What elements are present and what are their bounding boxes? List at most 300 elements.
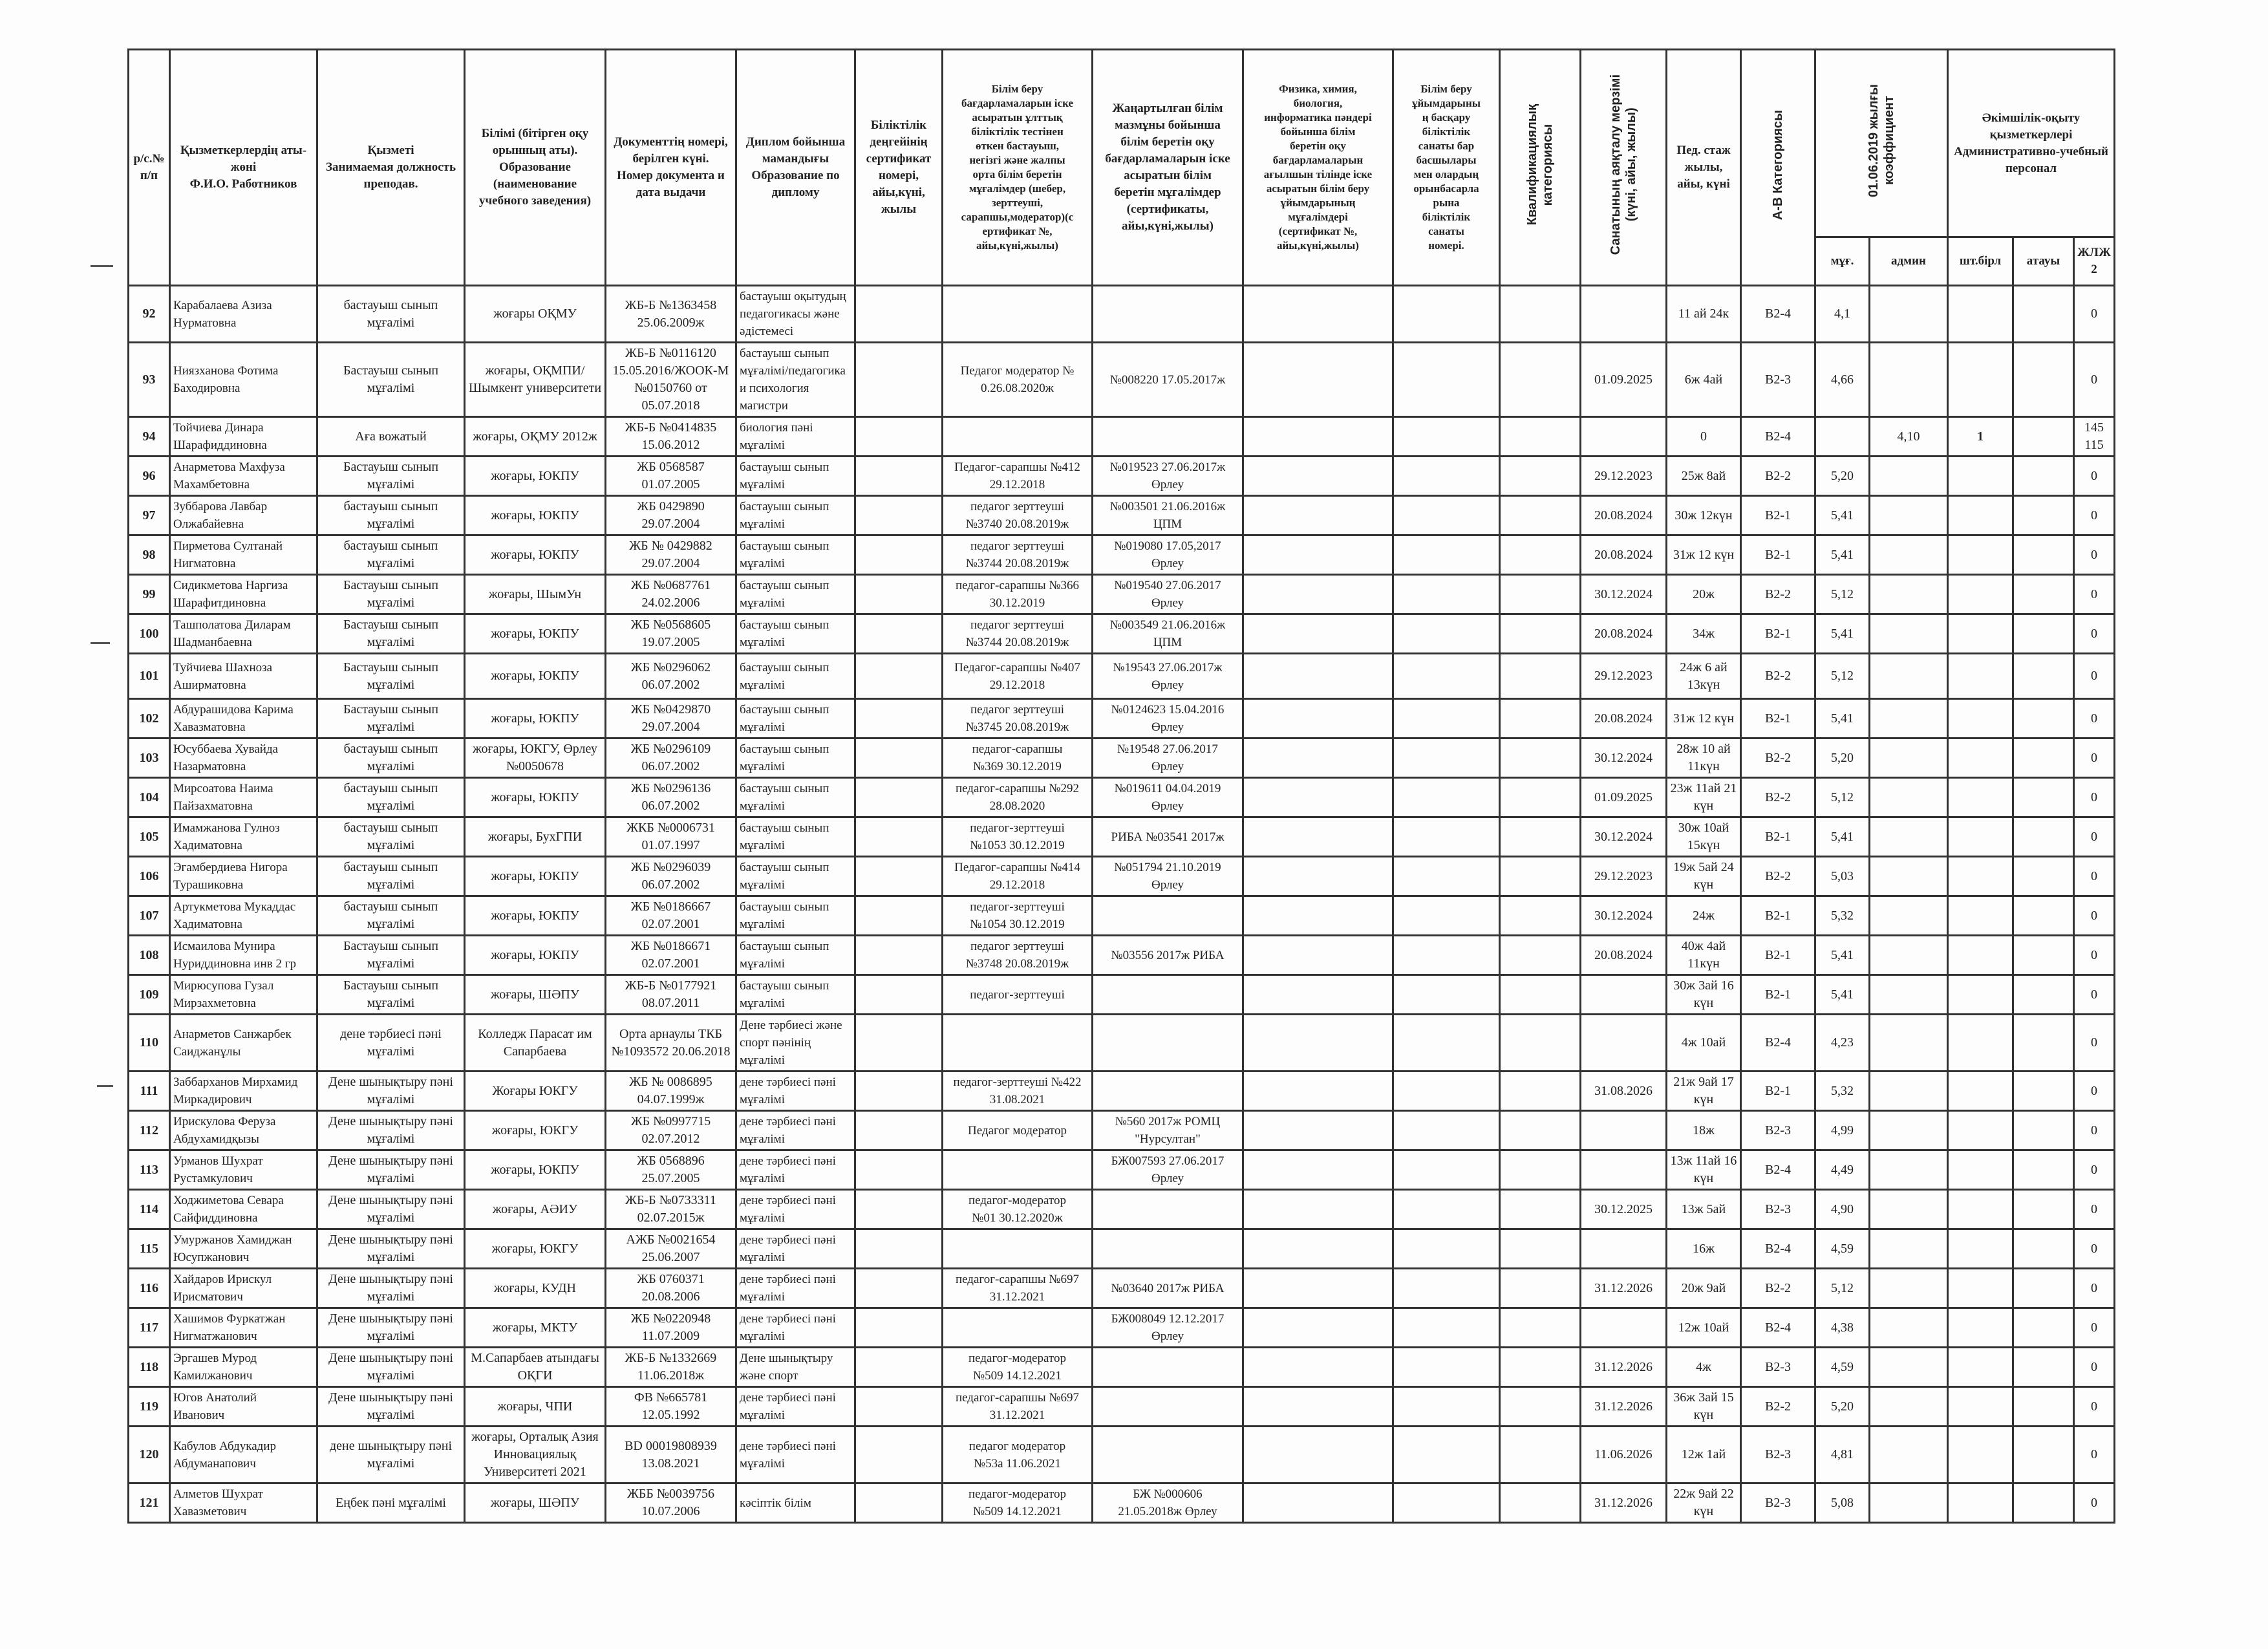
cell-position: Дене шынықтыру пәні мұғалімі (317, 1150, 465, 1190)
cell-ped-experience: 36ж 3ай 15 күн (1667, 1387, 1741, 1427)
cell-title (2013, 1427, 2074, 1483)
cell-qualification-category (1500, 417, 1581, 457)
cell-national-test-cert: педагог зерттеуші №3744 20.08.2019ж (943, 535, 1093, 575)
cell-education: М.Сапарбаев атындағы ОҚГИ (465, 1348, 606, 1387)
cell-employee-name: Эгамбердиева Нигора Турашиковна (170, 857, 317, 896)
cell-title (2013, 1015, 2074, 1072)
cell-title (2013, 614, 2074, 654)
margin-pen-mark (91, 265, 113, 267)
cell-staff-unit (1948, 343, 2013, 417)
table-row (129, 975, 2115, 1015)
cell-jlzh-value: 0 (2074, 896, 2115, 936)
cell-document-number: ЖБ 0429890 29.07.2004 (606, 496, 736, 535)
cell-updated-content-cert (1093, 1387, 1243, 1427)
cell-employee-name: Мирсоатова Наима Пайзахматовна (170, 778, 317, 817)
col-header-category-expiry (1581, 50, 1667, 286)
cell-ped-experience: 4ж 10ай (1667, 1015, 1741, 1072)
cell-document-number: ЖБ №0186671 02.07.2001 (606, 936, 736, 975)
cell-coef-teacher: 5,20 (1815, 457, 1870, 496)
cell-qualification-category (1500, 614, 1581, 654)
cell-coef-teacher: 5,41 (1815, 975, 1870, 1015)
cell-staff-unit (1948, 857, 2013, 896)
cell-jlzh-value: 0 (2074, 1111, 2115, 1150)
cell-ped-experience: 30ж 12күн (1667, 496, 1741, 535)
cell-jlzh-value: 0 (2074, 975, 2115, 1015)
cell-title (2013, 738, 2074, 778)
cell-cert-level (855, 1348, 943, 1387)
cell-title (2013, 1387, 2074, 1427)
cell-category-expiry: 20.08.2024 (1581, 535, 1667, 575)
table-body (129, 286, 2115, 1523)
cell-diploma-specialty: бастауыш сынып мұғалімі (736, 778, 855, 817)
cell-qualification-category (1500, 778, 1581, 817)
cell-education: жоғары, ЮКПУ (465, 778, 606, 817)
cell-updated-content-cert: №019540 27.06.2017 Өрлеу (1093, 575, 1243, 614)
cell-updated-content-cert: №003501 21.06.2016ж ЦПМ (1093, 496, 1243, 535)
cell-national-test-cert: педагог-зерттеуші №1053 30.12.2019 (943, 817, 1093, 857)
cell-position: Еңбек пәні мұғалімі (317, 1483, 465, 1523)
cell-national-test-cert: педагог-модератор №509 14.12.2021 (943, 1348, 1093, 1387)
cell-english-subjects-cert (1243, 1387, 1393, 1427)
cell-qualification-category (1500, 1348, 1581, 1387)
cell-diploma-specialty: дене тәрбиесі пәні мұғалімі (736, 1190, 855, 1229)
col-header-education: Білімі (бітірген оқу орынның аты). Образование (наименование учебного заведения) (465, 50, 606, 286)
cell-employee-name: Ирискулова Феруза Абдухамидқызы (170, 1111, 317, 1150)
cell-updated-content-cert (1093, 1427, 1243, 1483)
cell-document-number: ЖБ-Б №0733311 02.07.2015ж (606, 1190, 736, 1229)
cell-english-subjects-cert (1243, 614, 1393, 654)
cell-title (2013, 1483, 2074, 1523)
cell-updated-content-cert (1093, 1348, 1243, 1387)
cell-jlzh-value: 0 (2074, 738, 2115, 778)
cell-coef-teacher: 5,41 (1815, 614, 1870, 654)
cell-title (2013, 817, 2074, 857)
cell-qualification-category (1500, 343, 1581, 417)
cell-ped-experience: 21ж 9ай 17 күн (1667, 1072, 1741, 1111)
cell-document-number: ЖКБ №0006731 01.07.1997 (606, 817, 736, 857)
cell-position: Бастауыш сынып мұғалімі (317, 575, 465, 614)
cell-jlzh-value: 0 (2074, 1072, 2115, 1111)
cell-ab-category: B2-2 (1741, 1269, 1815, 1308)
cell-coef-admin (1870, 1483, 1948, 1523)
cell-diploma-specialty: дене тәрбиесі пәні мұғалімі (736, 1229, 855, 1269)
cell-jlzh-value: 0 (2074, 286, 2115, 343)
cell-coef-admin (1870, 1015, 1948, 1072)
cell-title (2013, 1072, 2074, 1111)
cell-category-expiry: 31.12.2026 (1581, 1269, 1667, 1308)
table-row (129, 778, 2115, 817)
cell-staff-unit (1948, 817, 2013, 857)
cell-english-subjects-cert (1243, 417, 1393, 457)
cell-diploma-specialty: дене тәрбиесі пәні мұғалімі (736, 1427, 855, 1483)
cell-employee-name: Исмаилова Мунира Нуриддиновна инв 2 гр (170, 936, 317, 975)
cell-document-number: ЖБ №0296062 06.07.2002 (606, 654, 736, 699)
cell-cert-level (855, 1269, 943, 1308)
cell-jlzh-value: 0 (2074, 1483, 2115, 1523)
cell-category-expiry (1581, 1150, 1667, 1190)
cell-diploma-specialty: дене тәрбиесі пәні мұғалімі (736, 1387, 855, 1427)
cell-jlzh-value: 0 (2074, 343, 2115, 417)
cell-qualification-category (1500, 1483, 1581, 1523)
cell-employee-name: Ниязханова Фотима Баходировна (170, 343, 317, 417)
cell-cert-level (855, 817, 943, 857)
cell-ped-experience: 16ж (1667, 1229, 1741, 1269)
cell-english-subjects-cert (1243, 343, 1393, 417)
cell-english-subjects-cert (1243, 457, 1393, 496)
cell-updated-content-cert: БЖ008049 12.12.2017 Өрлеу (1093, 1308, 1243, 1348)
cell-cert-level (855, 778, 943, 817)
cell-employee-name: Артукметова Мукаддас Хадиматовна (170, 896, 317, 936)
cell-title (2013, 286, 2074, 343)
cell-education: жоғары, ЮКГУ, Өрлеу №0050678 (465, 738, 606, 778)
cell-cert-level (855, 496, 943, 535)
cell-education: жоғары, ОҚМПИ/ Шымкент университети (465, 343, 606, 417)
cell-staff-unit (1948, 1269, 2013, 1308)
cell-ab-category: B2-2 (1741, 457, 1815, 496)
cell-cert-level (855, 857, 943, 896)
cell-cert-level (855, 936, 943, 975)
cell-ab-category: B2-2 (1741, 738, 1815, 778)
cell-qualification-category (1500, 1015, 1581, 1072)
cell-qualification-category (1500, 936, 1581, 975)
cell-cert-level (855, 1072, 943, 1111)
cell-updated-content-cert (1093, 286, 1243, 343)
cell-title (2013, 575, 2074, 614)
cell-coef-admin (1870, 738, 1948, 778)
cell-ped-experience: 25ж 8ай (1667, 457, 1741, 496)
cell-diploma-specialty: бастауыш сынып мұғалімі (736, 896, 855, 936)
cell-jlzh-value: 0 (2074, 1229, 2115, 1269)
cell-diploma-specialty: бастауыш сынып мұғалімі (736, 496, 855, 535)
cell-diploma-specialty: Дене тәрбиесі және спорт пәнінің мұғалімі (736, 1015, 855, 1072)
cell-managers-cert (1393, 1387, 1500, 1427)
cell-qualification-category (1500, 1229, 1581, 1269)
cell-coef-teacher: 5,32 (1815, 896, 1870, 936)
cell-row-number: 111 (129, 1072, 170, 1111)
cell-english-subjects-cert (1243, 1348, 1393, 1387)
cell-education: жоғары, ЮКПУ (465, 457, 606, 496)
cell-national-test-cert: Педагог-сарапшы №414 29.12.2018 (943, 857, 1093, 896)
table-row (129, 417, 2115, 457)
cell-national-test-cert: педагог зерттеуші №3745 20.08.2019ж (943, 699, 1093, 738)
cell-title (2013, 457, 2074, 496)
cell-staff-unit (1948, 975, 2013, 1015)
cell-category-expiry: 30.12.2024 (1581, 817, 1667, 857)
cell-coef-admin (1870, 699, 1948, 738)
cell-coef-teacher: 5,41 (1815, 496, 1870, 535)
cell-coef-teacher: 5,12 (1815, 654, 1870, 699)
cell-national-test-cert (943, 1150, 1093, 1190)
cell-education: жоғары, ЮКПУ (465, 699, 606, 738)
cell-national-test-cert (943, 1015, 1093, 1072)
cell-staff-unit (1948, 1348, 2013, 1387)
cell-qualification-category (1500, 1111, 1581, 1150)
cell-ab-category: B2-2 (1741, 575, 1815, 614)
cell-category-expiry (1581, 1015, 1667, 1072)
cell-position: бастауыш сынып мұғалімі (317, 778, 465, 817)
cell-english-subjects-cert (1243, 535, 1393, 575)
cell-coef-admin (1870, 1308, 1948, 1348)
cell-education: жоғары, ЮКГУ (465, 1229, 606, 1269)
cell-diploma-specialty: бастауыш сынып мұғалімі (736, 457, 855, 496)
cell-jlzh-value: 0 (2074, 1015, 2115, 1072)
cell-education: жоғары, ЮКПУ (465, 1150, 606, 1190)
cell-updated-content-cert: №03640 2017ж РИБА (1093, 1269, 1243, 1308)
cell-coef-admin (1870, 1269, 1948, 1308)
col-header-updated-content: Жаңартылған білім мазмұны бойынша білім беретін оқу бағдарламаларын іске асыратын білім беретін мұғалімдер (сертификаты, айы,күні,жылы) (1093, 50, 1243, 286)
cell-updated-content-cert: №003549 21.06.2016ж ЦПМ (1093, 614, 1243, 654)
cell-row-number: 112 (129, 1111, 170, 1150)
cell-education: жоғары, ЮКПУ (465, 535, 606, 575)
cell-ab-category: B2-4 (1741, 1150, 1815, 1190)
cell-category-expiry (1581, 1308, 1667, 1348)
cell-jlzh-value: 145 115 (2074, 417, 2115, 457)
cell-education: жоғары, МКТУ (465, 1308, 606, 1348)
cell-ab-category: B2-1 (1741, 817, 1815, 857)
table-row (129, 936, 2115, 975)
cell-title (2013, 535, 2074, 575)
table-row (129, 817, 2115, 857)
cell-ab-category: B2-2 (1741, 857, 1815, 896)
staff-register-table (127, 48, 2115, 1524)
cell-education: жоғары, ЮКПУ (465, 857, 606, 896)
table-row (129, 1072, 2115, 1111)
cell-category-expiry: 11.06.2026 (1581, 1427, 1667, 1483)
cell-managers-cert (1393, 1229, 1500, 1269)
cell-english-subjects-cert (1243, 738, 1393, 778)
cell-coef-teacher: 5,41 (1815, 699, 1870, 738)
cell-jlzh-value: 0 (2074, 1348, 2115, 1387)
cell-cert-level (855, 417, 943, 457)
cell-title (2013, 417, 2074, 457)
cell-qualification-category (1500, 975, 1581, 1015)
cell-position: Дене шынықтыру пәні мұғалімі (317, 1348, 465, 1387)
cell-coef-teacher: 5,20 (1815, 738, 1870, 778)
cell-qualification-category (1500, 654, 1581, 699)
cell-coef-admin (1870, 457, 1948, 496)
cell-updated-content-cert: №008220 17.05.2017ж (1093, 343, 1243, 417)
cell-row-number: 105 (129, 817, 170, 857)
cell-jlzh-value: 0 (2074, 614, 2115, 654)
cell-ped-experience: 20ж (1667, 575, 1741, 614)
cell-education: жоғары, ШымУн (465, 575, 606, 614)
col-header-staff-unit: шт.бірл (1948, 237, 2013, 286)
table-row (129, 1483, 2115, 1523)
cell-row-number: 97 (129, 496, 170, 535)
cell-diploma-specialty: бастауыш сынып мұғалімі (736, 699, 855, 738)
cell-qualification-category (1500, 1190, 1581, 1229)
cell-category-expiry (1581, 417, 1667, 457)
cell-coef-teacher: 4,38 (1815, 1308, 1870, 1348)
cell-education: жоғары, БухГПИ (465, 817, 606, 857)
cell-coef-teacher: 5,12 (1815, 1269, 1870, 1308)
cell-coef-teacher (1815, 417, 1870, 457)
cell-category-expiry: 29.12.2023 (1581, 457, 1667, 496)
cell-coef-admin (1870, 1348, 1948, 1387)
cell-english-subjects-cert (1243, 575, 1393, 614)
cell-coef-admin (1870, 535, 1948, 575)
cell-document-number: ЖБ-Б №0414835 15.06.2012 (606, 417, 736, 457)
cell-position: Дене шынықтыру пәні мұғалімі (317, 1387, 465, 1427)
cell-ab-category: B2-2 (1741, 1387, 1815, 1427)
cell-row-number: 96 (129, 457, 170, 496)
cell-ped-experience: 22ж 9ай 22 күн (1667, 1483, 1741, 1523)
cell-employee-name: Сидикметова Наргиза Шарафитдиновна (170, 575, 317, 614)
col-header-national-test: Білім беру бағдарламаларын іске асыратын ұлттық біліктілік тестінен өткен бастауыш, негізгі және жалпы орта білім беретін мұғалімдер (шебер, зерттеуші, сарапшы,модератор)(с ертификат №, айы,күні,жылы) (943, 50, 1093, 286)
table-row (129, 738, 2115, 778)
col-header-cert-level: Біліктілік деңгейінің сертификат номері, айы,күні, жылы (855, 50, 943, 286)
cell-national-test-cert: Педагог модератор № 0.26.08.2020ж (943, 343, 1093, 417)
cell-education: жоғары, ЧПИ (465, 1387, 606, 1427)
cell-position: бастауыш сынып мұғалімі (317, 496, 465, 535)
table-row (129, 896, 2115, 936)
cell-ped-experience: 12ж 1ай (1667, 1427, 1741, 1483)
cell-title (2013, 1111, 2074, 1150)
cell-coef-admin (1870, 1229, 1948, 1269)
cell-staff-unit (1948, 535, 2013, 575)
cell-national-test-cert: педагог-зерттеуші (943, 975, 1093, 1015)
cell-coef-admin (1870, 1190, 1948, 1229)
cell-english-subjects-cert (1243, 1015, 1393, 1072)
cell-employee-name: Туйчиева Шахноза Аширматовна (170, 654, 317, 699)
cell-english-subjects-cert (1243, 1427, 1393, 1483)
cell-managers-cert (1393, 817, 1500, 857)
cell-staff-unit (1948, 1150, 2013, 1190)
cell-row-number: 114 (129, 1190, 170, 1229)
cell-cert-level (855, 1015, 943, 1072)
cell-coef-admin (1870, 614, 1948, 654)
cell-qualification-category (1500, 896, 1581, 936)
cell-category-expiry: 29.12.2023 (1581, 857, 1667, 896)
cell-national-test-cert: педагог-сарапшы №369 30.12.2019 (943, 738, 1093, 778)
cell-ab-category: B2-1 (1741, 496, 1815, 535)
cell-diploma-specialty: бастауыш сынып мұғалімі (736, 975, 855, 1015)
cell-cert-level (855, 699, 943, 738)
cell-updated-content-cert (1093, 896, 1243, 936)
cell-employee-name: Хайдаров Ирискул Ирисматович (170, 1269, 317, 1308)
cell-managers-cert (1393, 778, 1500, 817)
cell-updated-content-cert: №019523 27.06.2017ж Өрлеу (1093, 457, 1243, 496)
cell-education: жоғары, ЮКПУ (465, 496, 606, 535)
category-expiry-label: Санатының аяқталу мерзімі (күні, айы, жылы) (1609, 74, 1638, 255)
cell-coef-teacher: 5,41 (1815, 936, 1870, 975)
cell-category-expiry (1581, 1111, 1667, 1150)
cell-diploma-specialty: бастауыш сынып мұғалімі/педагогика и психология магистри (736, 343, 855, 417)
cell-diploma-specialty: бастауыш сынып мұғалімі (736, 654, 855, 699)
cell-english-subjects-cert (1243, 699, 1393, 738)
cell-managers-cert (1393, 417, 1500, 457)
cell-diploma-specialty: дене тәрбиесі пәні мұғалімі (736, 1150, 855, 1190)
cell-coef-admin (1870, 896, 1948, 936)
cell-ab-category: B2-1 (1741, 936, 1815, 975)
cell-coef-admin (1870, 575, 1948, 614)
cell-document-number: ЖБ 0568587 01.07.2005 (606, 457, 736, 496)
cell-english-subjects-cert (1243, 817, 1393, 857)
cell-row-number: 106 (129, 857, 170, 896)
cell-row-number: 107 (129, 896, 170, 936)
cell-education: жоғары, Орталық Азия Инновациялық Университеті 2021 (465, 1427, 606, 1483)
margin-pen-mark (97, 1085, 113, 1087)
table-row (129, 1348, 2115, 1387)
cell-education: жоғары, ЮКПУ (465, 654, 606, 699)
cell-position: Аға вожатый (317, 417, 465, 457)
cell-position: Бастауыш сынып мұғалімі (317, 343, 465, 417)
cell-national-test-cert (943, 1308, 1093, 1348)
cell-ab-category: B2-1 (1741, 535, 1815, 575)
cell-document-number: ЖБ №0296039 06.07.2002 (606, 857, 736, 896)
table-row (129, 1015, 2115, 1072)
cell-ab-category: B2-2 (1741, 654, 1815, 699)
cell-ped-experience: 13ж 5ай (1667, 1190, 1741, 1229)
cell-managers-cert (1393, 457, 1500, 496)
col-header-ped-experience: Пед. стаж жылы, айы, күні (1667, 50, 1741, 286)
cell-staff-unit (1948, 1072, 2013, 1111)
cell-row-number: 121 (129, 1483, 170, 1523)
cell-position: Дене шынықтыру пәні мұғалімі (317, 1308, 465, 1348)
cell-position: Бастауыш сынып мұғалімі (317, 614, 465, 654)
cell-ab-category: B2-4 (1741, 1308, 1815, 1348)
table-row (129, 535, 2115, 575)
cell-document-number: ЖБ-Б №0116120 15.05.2016/ЖООК-М №0150760 от 05.07.2018 (606, 343, 736, 417)
cell-staff-unit (1948, 1308, 2013, 1348)
cell-staff-unit (1948, 936, 2013, 975)
cell-updated-content-cert: №03556 2017ж РИБА (1093, 936, 1243, 975)
col-header-managers: Білім беру ұйымдарыны ң басқару біліктілік санаты бар басшылары мен олардың орынбасарла рына біліктілік санаты номері. (1393, 50, 1500, 286)
cell-updated-content-cert: №560 2017ж РОМЦ "Нурсултан" (1093, 1111, 1243, 1150)
cell-education: жоғары, ЮКПУ (465, 614, 606, 654)
cell-managers-cert (1393, 343, 1500, 417)
cell-coef-admin (1870, 286, 1948, 343)
cell-updated-content-cert (1093, 975, 1243, 1015)
cell-ped-experience: 11 ай 24к (1667, 286, 1741, 343)
cell-ab-category: B2-4 (1741, 286, 1815, 343)
table-row (129, 286, 2115, 343)
cell-national-test-cert: педагог-модератор №01 30.12.2020ж (943, 1190, 1093, 1229)
cell-document-number: ЖБ №0186667 02.07.2001 (606, 896, 736, 936)
cell-managers-cert (1393, 1269, 1500, 1308)
cell-employee-name: Юсуббаева Хувайда Назарматовна (170, 738, 317, 778)
cell-category-expiry: 31.08.2026 (1581, 1072, 1667, 1111)
cell-staff-unit (1948, 286, 2013, 343)
cell-position: Дене шынықтыру пәні мұғалімі (317, 1229, 465, 1269)
cell-qualification-category (1500, 1269, 1581, 1308)
cell-qualification-category (1500, 457, 1581, 496)
cell-category-expiry: 01.09.2025 (1581, 343, 1667, 417)
cell-cert-level (855, 343, 943, 417)
cell-row-number: 113 (129, 1150, 170, 1190)
cell-cert-level (855, 1483, 943, 1523)
cell-category-expiry (1581, 975, 1667, 1015)
cell-diploma-specialty: бастауыш сынып мұғалімі (736, 817, 855, 857)
cell-position: дене шынықтыру пәні мұғалімі (317, 1427, 465, 1483)
cell-managers-cert (1393, 738, 1500, 778)
cell-title (2013, 1150, 2074, 1190)
cell-title (2013, 778, 2074, 817)
cell-jlzh-value: 0 (2074, 1150, 2115, 1190)
cell-ab-category: B2-4 (1741, 417, 1815, 457)
cell-national-test-cert: Педагог-сарапшы №407 29.12.2018 (943, 654, 1093, 699)
cell-coef-teacher: 5,12 (1815, 575, 1870, 614)
cell-position: бастауыш сынып мұғалімі (317, 896, 465, 936)
cell-row-number: 110 (129, 1015, 170, 1072)
cell-category-expiry: 31.12.2026 (1581, 1483, 1667, 1523)
cell-national-test-cert: педагог модератор №53а 11.06.2021 (943, 1427, 1093, 1483)
cell-managers-cert (1393, 1111, 1500, 1150)
table-row (129, 1387, 2115, 1427)
cell-staff-unit (1948, 654, 2013, 699)
cell-cert-level (855, 738, 943, 778)
cell-english-subjects-cert (1243, 975, 1393, 1015)
